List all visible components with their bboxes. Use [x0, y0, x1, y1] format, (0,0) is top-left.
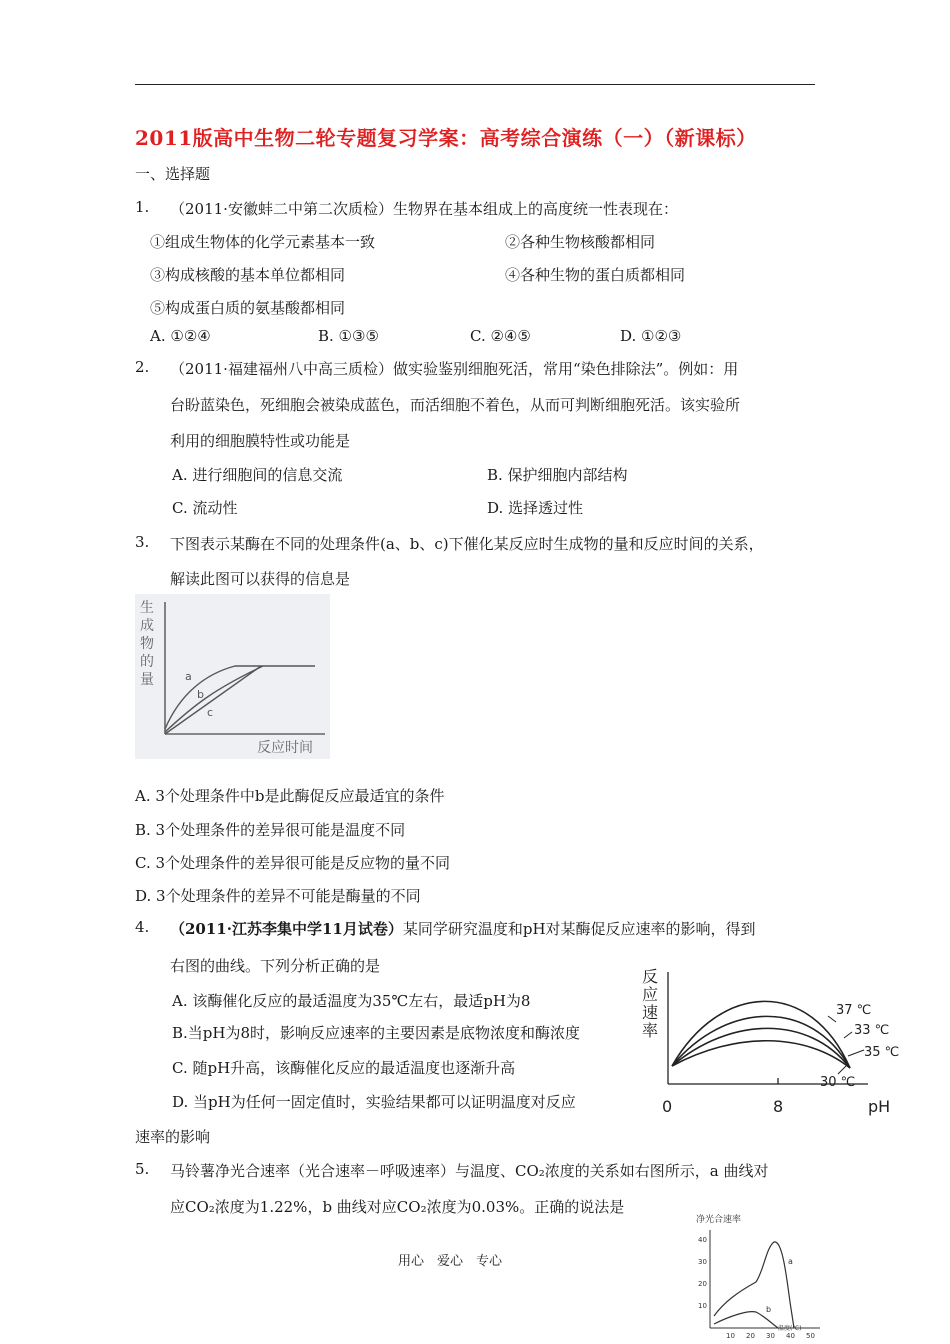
q4-number: 4. [135, 918, 150, 936]
q1-item: ①组成生物体的化学元素基本一致 [150, 233, 376, 251]
q1-option-d: D. ①②③ [620, 327, 682, 345]
x-axis-label: 反应时间 [257, 740, 313, 756]
x-tick-label: 8 [773, 1097, 784, 1116]
q1-item: ③构成核酸的基本单位都相同 [150, 266, 346, 284]
y-tick-label: 30 [698, 1258, 707, 1266]
q4-option-d-tail: 速率的影响 [135, 1128, 211, 1146]
x-tick-label: 40 [786, 1332, 795, 1340]
q5-stem-line: 应CO₂浓度为1.22%，b 曲线对应CO₂浓度为0.03%。正确的说法是 [170, 1198, 625, 1216]
series-label-30: 30 ℃ [820, 1075, 856, 1090]
curve-33 [672, 1016, 850, 1068]
q1-item: ②各种生物核酸都相同 [505, 233, 656, 251]
q3-stem-line: 下图表示某酶在不同的处理条件(a、b、c)下催化某反应时生成物的量和反应时间的关系， [170, 535, 764, 553]
callout-line [828, 1016, 836, 1022]
q2-stem-line: 台盼蓝染色，死细胞会被染成蓝色，而活细胞不着色，从而可判断细胞死活。该实验所 [170, 396, 741, 414]
q3-option-b: B. 3个处理条件的差异很可能是温度不同 [135, 821, 406, 839]
q3-option-c: C. 3个处理条件的差异很可能是反应物的量不同 [135, 854, 451, 872]
y-axis-label: 率 [642, 1021, 659, 1040]
callout-line [848, 1050, 864, 1056]
y-tick-label: 40 [698, 1236, 707, 1244]
curve-a-label: a [788, 1257, 793, 1266]
q4-rate-ph-figure [640, 962, 900, 1122]
y-axis-label: 速 [642, 1003, 659, 1022]
q1-item: ⑤构成蛋白质的氨基酸都相同 [150, 299, 346, 317]
series-label-35: 35 ℃ [864, 1045, 900, 1060]
q2-stem-line: （2011·福建福州八中高三质检）做实验鉴别细胞死活，常用“染色排除法”。例如：用 [170, 360, 739, 378]
curve-b-label: b [197, 688, 204, 701]
q5-net-photosynthesis-figure [690, 1212, 840, 1342]
q1-option-c: C. ②④⑤ [470, 327, 531, 345]
y-axis-label: 成 [140, 618, 154, 634]
page-title: 2011版高中生物二轮专题复习学案：高考综合演练（一）（新课标） [135, 126, 757, 150]
curve-b [714, 1312, 778, 1328]
curve-a [714, 1242, 794, 1328]
q5-number: 5. [135, 1160, 150, 1178]
y-axis-label: 物 [140, 636, 154, 652]
q2-stem-line: 利用的细胞膜特性或功能是 [170, 432, 351, 450]
y-axis-label: 应 [642, 985, 659, 1004]
callout-line [844, 1032, 852, 1038]
x-tick-label: 10 [726, 1332, 735, 1340]
q3-product-time-figure [135, 594, 330, 759]
q4-option-a: A. 该酶催化反应的最适温度为35℃左右，最适pH为8 [172, 992, 531, 1010]
header-rule [135, 84, 815, 85]
x-tick-label: 20 [746, 1332, 755, 1340]
q1-stem: （2011·安徽蚌二中第二次质检）生物界在基本组成上的高度统一性表现在： [170, 200, 678, 218]
q4-source: （2011·江苏李集中学11月试卷） [170, 920, 403, 938]
curve-b-label: b [766, 1305, 772, 1314]
y-axis-label: 生 [140, 600, 154, 616]
q2-option-d: D. 选择透过性 [487, 499, 584, 517]
q1-option-b: B. ①③⑤ [318, 327, 379, 345]
q1-option-a: A. ①②④ [150, 327, 211, 345]
q3-option-a: A. 3个处理条件中b是此酶促反应最适宜的条件 [135, 787, 445, 805]
q2-option-c: C. 流动性 [172, 499, 238, 517]
page-footer: 用心 爱心 专心 [398, 1254, 503, 1269]
y-axis-label: 的 [140, 654, 154, 670]
q4-stem-line: 右图的曲线。下列分析正确的是 [170, 957, 381, 975]
series-label-37: 37 ℃ [836, 1003, 872, 1018]
curve-37 [672, 1001, 850, 1068]
figure-title: 净光合速率 [696, 1215, 742, 1225]
section-heading: 一、选择题 [135, 165, 211, 183]
q4-stem [170, 918, 756, 939]
x-axis-label: pH [868, 1097, 891, 1116]
q5-stem-line: 马铃薯净光合速率（光合速率－呼吸速率）与温度、CO₂浓度的关系如右图所示，a 曲线对 [170, 1162, 769, 1180]
q2-option-b: B. 保护细胞内部结构 [487, 466, 628, 484]
q4-option-d: D. 当pH为任何一固定值时，实验结果都可以证明温度对反应 [172, 1093, 576, 1111]
q1-item: ④各种生物的蛋白质都相同 [505, 266, 686, 284]
q3-option-d: D. 3个处理条件的差异不可能是酶量的不同 [135, 887, 421, 905]
q3-stem-line: 解读此图可以获得的信息是 [170, 570, 351, 588]
y-tick-label: 20 [698, 1280, 707, 1288]
callout-line [838, 1066, 846, 1074]
y-axis-label: 量 [140, 672, 154, 688]
x-tick-label: 50 [806, 1332, 815, 1340]
q4-option-c: C. 随pH升高，该酶催化反应的最适温度也逐渐升高 [172, 1059, 516, 1077]
curve-30 [672, 1041, 850, 1068]
q4-stem-text: 某同学研究温度和pH对某酶促反应速率的影响，得到 [402, 920, 756, 938]
curve-a-label: a [185, 670, 192, 683]
x-tick-label: 30 [766, 1332, 775, 1340]
q3-number: 3. [135, 533, 150, 551]
curve-35 [672, 1028, 850, 1068]
y-tick-label: 10 [698, 1302, 707, 1310]
x-axis-label: 温度(℃) [778, 1325, 802, 1332]
q2-option-a: A. 进行细胞间的信息交流 [172, 466, 343, 484]
q1-number: 1. [135, 198, 150, 216]
y-axis-label: 反 [642, 967, 659, 986]
curve-c-label: c [207, 706, 214, 719]
q4-option-b: B.当pH为8时，影响反应速率的主要因素是底物浓度和酶浓度 [172, 1024, 581, 1042]
x-tick-label: 0 [662, 1097, 673, 1116]
series-label-33: 33 ℃ [854, 1023, 890, 1038]
q2-number: 2. [135, 358, 150, 376]
